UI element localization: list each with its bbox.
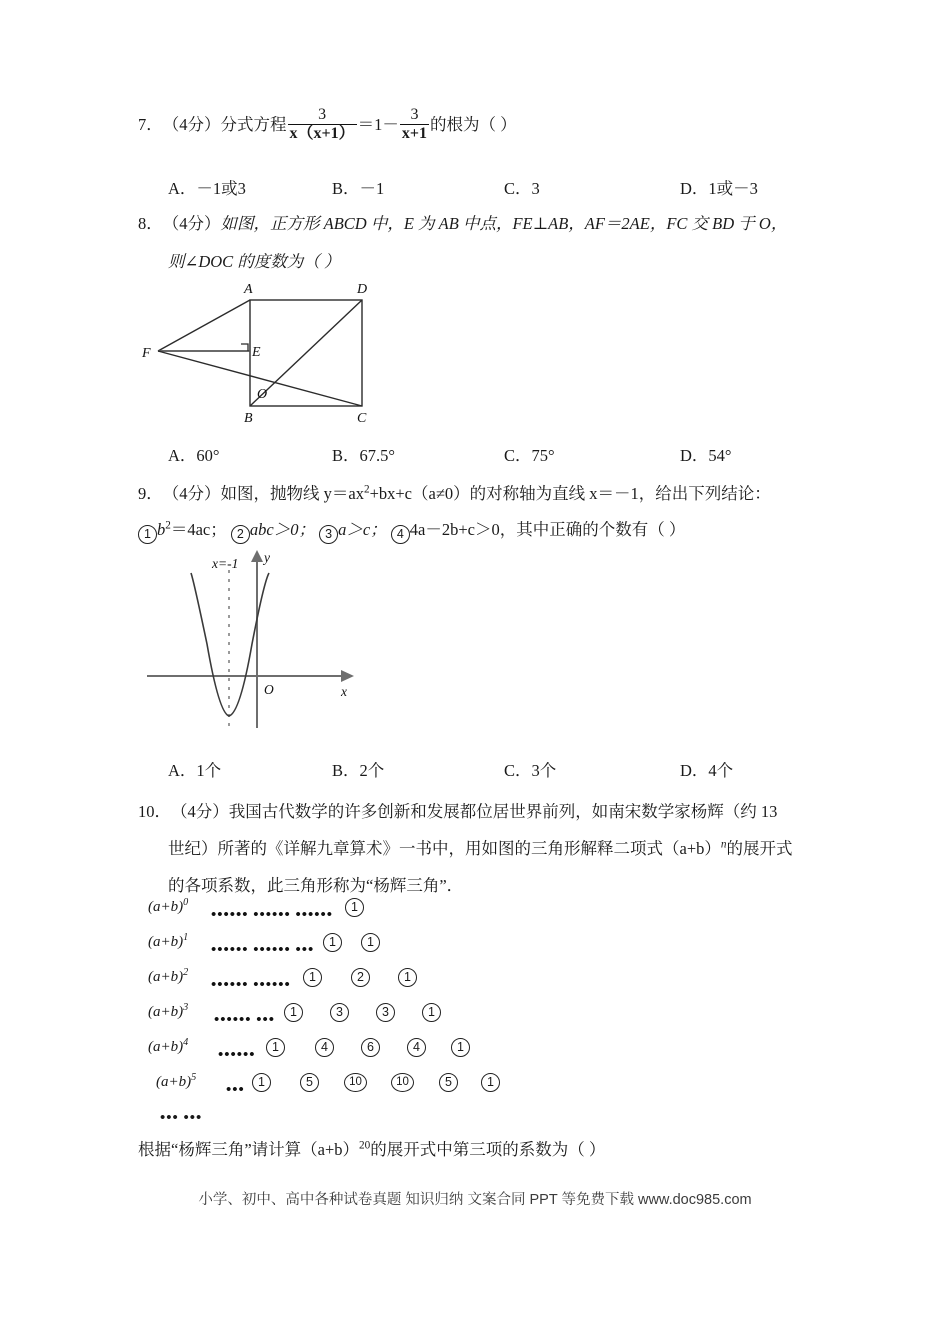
fraction-left (288, 107, 357, 143)
question-10-line1-text: 我国古代数学的许多创新和发展都位居世界前列，如南宋数学家杨辉（约 13 (228, 802, 778, 821)
pascal-row-5 (148, 1071, 568, 1106)
pascal-row-4-base: (a+b) (148, 1039, 184, 1055)
option-7-d[interactable] (680, 175, 830, 199)
conclusion-marker-2: 2 (231, 525, 250, 544)
option-7-d-label: D． (680, 179, 709, 198)
question-10-closing-exponent: 20 (359, 1139, 371, 1152)
pascal-row-3-exponent: 3 (183, 1002, 189, 1013)
pascal-row-4-exponent: 4 (183, 1037, 189, 1048)
question-9-score: （4分） (162, 484, 221, 503)
conclusion-1-exponent: 2 (165, 519, 171, 532)
question-10-score: （4分） (171, 802, 229, 821)
pascal-cell: 2 (351, 968, 370, 987)
conclusion-marker-4: 4 (391, 525, 410, 544)
question-9-number: 9． (138, 484, 163, 503)
pascal-row-2 (148, 966, 568, 1001)
pascal-cell: 1 (303, 968, 322, 987)
svg-text:C: C (357, 411, 367, 426)
option-8-a[interactable] (168, 442, 332, 466)
question-9-line1-a: 如图，抛物线 y＝ax (220, 484, 364, 503)
pascal-row-2-base: (a+b) (148, 969, 184, 985)
option-7-a-text: －1或3 (196, 179, 246, 198)
pascal-row-4-values (148, 1036, 568, 1066)
option-8-b[interactable] (332, 442, 504, 466)
option-8-a-label: A． (168, 446, 197, 465)
question-9-stem-line1 (138, 482, 858, 506)
footer-watermark: 小学、初中、高中各种试卷真题 知识归纳 文案合同 PPT 等免费下载 www.doc985.com (198, 1192, 752, 1208)
question-9-options (168, 757, 868, 781)
svg-text:F: F (142, 346, 151, 361)
pascal-row-2-dots: •••••• •••••• (211, 977, 291, 993)
option-9-a-text: 1个 (196, 761, 222, 780)
option-7-b-text: －1 (359, 179, 385, 198)
pascal-cell: 1 (481, 1073, 500, 1092)
pascal-row-3-dots: •••••• ••• (214, 1012, 276, 1028)
option-8-b-label: B． (332, 446, 360, 465)
question-7-stem-suffix: 的根为（ ） (430, 114, 517, 134)
question-8 (138, 212, 858, 274)
yanghui-triangle-figure (148, 896, 568, 1128)
question-7-number: 7． (138, 114, 163, 134)
pascal-row-5-values (148, 1071, 568, 1101)
option-7-b[interactable] (332, 175, 504, 199)
question-10-exponent-n: n (720, 838, 727, 851)
question-10-stem-line1 (138, 800, 858, 824)
question-9 (138, 482, 858, 544)
question-10-line2-b: 的展开式 (726, 838, 793, 858)
pascal-row-0-values (148, 896, 568, 926)
option-9-b-text: 2个 (359, 761, 385, 780)
question-7-stem-prefix: 分式方程 (220, 114, 287, 134)
pascal-cell: 1 (266, 1038, 285, 1057)
question-9-conclusions (138, 518, 858, 544)
question-10-stem-line2 (168, 837, 858, 861)
pascal-row-2-exponent: 2 (183, 967, 189, 978)
pascal-row-5-base: (a+b) (156, 1074, 192, 1090)
parabola-figure (145, 548, 360, 743)
question-10-closing (138, 1138, 858, 1162)
question-8-score: （4分） (162, 214, 221, 233)
pascal-cell: 1 (361, 933, 380, 952)
pascal-row-0-exponent: 0 (183, 897, 189, 908)
pascal-cell: 1 (398, 968, 417, 987)
question-9-exponent: 2 (363, 483, 370, 496)
svg-text:E: E (252, 345, 261, 360)
option-8-a-text: 60° (196, 446, 220, 465)
conclusion-2-text: abc＞0； (249, 519, 315, 539)
option-7-c[interactable] (504, 175, 680, 199)
square-abcd-figure (140, 278, 390, 426)
fraction-right-numerator: 3 (410, 106, 419, 123)
svg-text:A: A (244, 282, 253, 297)
svg-text:O: O (257, 387, 268, 402)
pascal-row-0 (148, 896, 568, 931)
option-9-c-text: 3个 (531, 761, 557, 780)
pascal-cell: 6 (361, 1038, 380, 1057)
option-9-a[interactable] (168, 757, 332, 781)
option-9-d-text: 4个 (708, 761, 734, 780)
option-9-d-label: D． (680, 761, 709, 780)
parabola-svg (145, 548, 360, 743)
question-10 (138, 800, 858, 898)
pascal-row-0-base: (a+b) (148, 899, 184, 915)
pascal-cell: 4 (315, 1038, 334, 1057)
pascal-row-5-dots: ••• (226, 1082, 245, 1098)
option-9-a-label: A． (168, 761, 197, 780)
pascal-cell: 1 (451, 1038, 470, 1057)
pascal-row-tail (148, 1106, 568, 1128)
fraction-right-denominator: x+1 (401, 124, 427, 142)
pascal-cell: 1 (323, 933, 342, 952)
option-7-b-label: B． (332, 179, 360, 198)
question-7-score: （4分） (162, 114, 221, 134)
pascal-cell: 1 (345, 898, 364, 917)
conclusion-1-text-b: ＝4ac； (170, 519, 227, 539)
question-8-stem-line1 (138, 212, 858, 236)
pascal-row-3-values (148, 1001, 568, 1031)
pascal-cell: 3 (330, 1003, 349, 1022)
question-8-number: 8． (138, 214, 163, 233)
conclusion-4-text: 4a－2b+c＞0，其中正确的个数有（ ） (409, 519, 686, 539)
pascal-cell: 10 (344, 1073, 367, 1092)
option-7-c-label: C． (504, 179, 532, 198)
svg-text:y: y (264, 550, 270, 565)
pascal-row-1 (148, 931, 568, 966)
pascal-cell: 1 (252, 1073, 271, 1092)
pascal-cell: 1 (422, 1003, 441, 1022)
pascal-tail-dots: ••• ••• (160, 1110, 203, 1126)
svg-text:x: x (341, 684, 347, 699)
conclusion-3-text: a＞c； (338, 519, 387, 539)
pascal-cell: 10 (391, 1073, 414, 1092)
fraction-right (400, 107, 429, 143)
question-8-line1-text: 如图，正方形 ABCD 中，E 为 AB 中点，FE⊥AB，AF＝2AE，FC 交 BD 于 O， (220, 214, 788, 233)
pascal-cell: 5 (300, 1073, 319, 1092)
pascal-row-1-base: (a+b) (148, 934, 184, 950)
option-9-b-label: B． (332, 761, 360, 780)
pascal-row-1-exponent: 1 (183, 932, 189, 943)
pascal-cell: 4 (407, 1038, 426, 1057)
option-7-d-text: 1或－3 (708, 179, 758, 198)
question-10-number: 10． (138, 802, 171, 821)
fraction-left-denominator: x（x+1） (289, 124, 355, 142)
option-8-c[interactable] (504, 442, 680, 466)
pascal-row-2-values (148, 966, 568, 996)
option-8-d-text: 54° (708, 446, 732, 465)
question-10-closing-line (138, 1138, 858, 1162)
pascal-cell: 1 (284, 1003, 303, 1022)
square-abcd-svg (140, 278, 390, 426)
svg-text:x=-1: x=-1 (212, 556, 239, 571)
fraction-left-numerator: 3 (318, 106, 327, 123)
pascal-row-1-values (148, 931, 568, 961)
pascal-row-4-dots: •••••• (218, 1047, 256, 1063)
pascal-row-4 (148, 1036, 568, 1071)
conclusion-marker-3: 3 (319, 525, 338, 544)
svg-text:B: B (244, 411, 253, 426)
pascal-cell: 3 (376, 1003, 395, 1022)
question-10-closing-a: 根据“杨辉三角”请计算（a+b） (138, 1140, 360, 1159)
option-8-c-label: C． (504, 446, 532, 465)
conclusion-marker-1: 1 (138, 525, 157, 544)
question-10-stem-line3 (168, 874, 858, 898)
pascal-row-0-dots: •••••• •••••• •••••• (211, 907, 334, 923)
option-9-c-label: C． (504, 761, 532, 780)
option-9-c[interactable] (504, 757, 680, 781)
pascal-row-1-dots: •••••• •••••• ••• (211, 942, 315, 958)
svg-text:D: D (357, 282, 368, 297)
conclusion-1-text-a: b (157, 519, 166, 539)
option-8-b-text: 67.5° (359, 446, 395, 465)
question-8-options (168, 442, 868, 466)
option-8-d-label: D． (680, 446, 709, 465)
question-7-stem (138, 108, 858, 144)
svg-text:O: O (264, 682, 274, 697)
question-8-stem-line2 (168, 250, 858, 274)
option-8-d[interactable] (680, 442, 830, 466)
question-7 (138, 108, 858, 144)
pascal-cell: 5 (439, 1073, 458, 1092)
question-10-closing-b: 的展开式中第三项的系数为（ ） (370, 1140, 606, 1159)
equals-sign: ＝1－ (357, 114, 399, 134)
option-8-c-text: 75° (531, 446, 555, 465)
pascal-row-3-base: (a+b) (148, 1004, 184, 1020)
option-7-c-text: 3 (531, 179, 540, 198)
option-9-b[interactable] (332, 757, 504, 781)
question-10-line3-text: 的各项系数，此三角形称为“杨辉三角”． (168, 875, 464, 895)
option-7-a[interactable] (168, 175, 332, 199)
question-10-line2-a: 世纪）所著的《详解九章算术》一书中，用如图的三角形解释二项式（a+b） (168, 838, 721, 858)
option-9-d[interactable] (680, 757, 830, 781)
question-7-options (168, 175, 868, 199)
question-8-line2-text: 则∠DOC 的度数为（ ） (168, 251, 341, 271)
pascal-row-3 (148, 1001, 568, 1036)
option-7-a-label: A． (168, 179, 197, 198)
question-9-line1-b: +bx+c（a≠0）的对称轴为直线 x＝－1，给出下列结论： (369, 484, 771, 503)
pascal-row-5-exponent: 5 (191, 1072, 197, 1083)
